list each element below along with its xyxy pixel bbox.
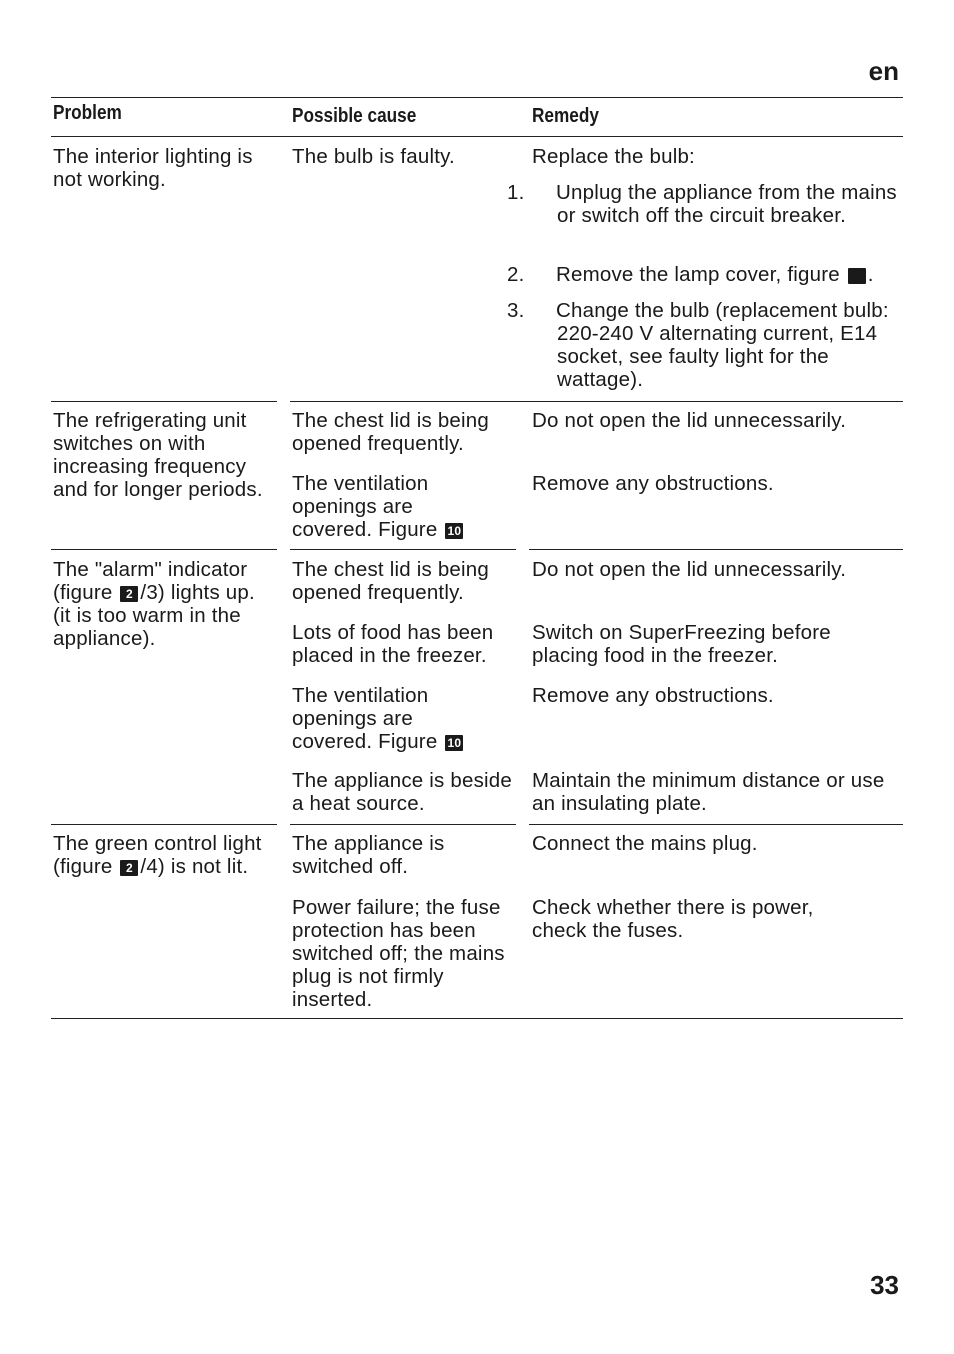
remedy-text: Remove any obstructions. bbox=[532, 684, 774, 707]
problem-text: The interior lighting is not working. bbox=[53, 145, 253, 191]
cause-text: The chest lid is being opened frequently. bbox=[292, 409, 489, 455]
remedy-text: Switch on SuperFreezing before placing food in the freezer. bbox=[532, 621, 831, 667]
cause-text bbox=[292, 684, 477, 753]
table-bottom-rule bbox=[51, 1018, 903, 1019]
row-rule-cause-remedy bbox=[290, 401, 903, 402]
table-top-rule bbox=[51, 97, 903, 98]
cause-label: The ventilation openings are covered. Figure bbox=[292, 472, 438, 541]
step-text-end: . bbox=[867, 263, 874, 286]
cause-text: The chest lid is being opened frequently. bbox=[292, 558, 489, 604]
remedy-text: Connect the mains plug. bbox=[532, 832, 758, 855]
cause-label: The ventilation openings are covered. Figure bbox=[292, 684, 438, 753]
remedy-step bbox=[507, 263, 922, 286]
row-rule-remedy bbox=[529, 549, 903, 550]
problem-label: The green control light (figure bbox=[53, 832, 262, 878]
cause-text: The appliance is switched off. bbox=[292, 832, 445, 878]
row-rule-problem bbox=[51, 401, 277, 402]
remedy-text: Do not open the lid unnecessarily. bbox=[532, 409, 847, 432]
problem-label-end: /4) is not lit. bbox=[140, 855, 249, 878]
figure-ref-icon: 10 bbox=[445, 523, 463, 539]
step-number: 3. bbox=[507, 299, 525, 322]
remedy-text: Replace the bulb: bbox=[532, 145, 695, 168]
step-text: Remove the lamp cover, figure bbox=[556, 263, 840, 286]
step-number: 2. bbox=[507, 263, 525, 286]
header-cause: Possible cause bbox=[292, 105, 417, 127]
step-number: 1. bbox=[507, 181, 525, 204]
row-rule-cause bbox=[290, 824, 516, 825]
figure-ref-icon: 2 bbox=[120, 860, 138, 876]
problem-text: The refrigerating unit switches on with increasing frequency and for longer periods. bbox=[53, 409, 263, 501]
row-rule-remedy bbox=[529, 824, 903, 825]
cause-text: The appliance is beside a heat source. bbox=[292, 769, 512, 815]
step-text: Change the bulb (replacement bulb: 220-240 V alternating current, E14 socket, see faulty light for the wattage). bbox=[556, 299, 889, 391]
problem-text bbox=[53, 832, 268, 878]
row-rule-problem bbox=[51, 824, 277, 825]
cause-text bbox=[292, 472, 477, 541]
header-remedy: Remedy bbox=[532, 105, 599, 127]
row-rule-cause bbox=[290, 549, 516, 550]
problem-label: The "alarm" indicator (figure bbox=[53, 558, 248, 604]
remedy-step bbox=[507, 299, 902, 391]
remedy-text: Remove any obstructions. bbox=[532, 472, 774, 495]
remedy-text: Check whether there is power, check the fuses. bbox=[532, 896, 814, 942]
figure-ref-icon: 8 bbox=[848, 268, 866, 284]
header-problem: Problem bbox=[53, 102, 122, 124]
page-number: 33 bbox=[870, 1270, 899, 1300]
problem-label-end: /3) lights up. (it is too warm in the appliance). bbox=[53, 581, 255, 650]
cause-text: Power failure; the fuse protection has been switched off; the mains plug is not firmly inserted. bbox=[292, 896, 505, 1011]
problem-text bbox=[53, 558, 278, 650]
figure-ref-icon: 2 bbox=[120, 586, 138, 602]
language-label: en bbox=[868, 56, 899, 86]
remedy-text: Do not open the lid unnecessarily. bbox=[532, 558, 847, 581]
cause-text: The bulb is faulty. bbox=[292, 145, 455, 168]
cause-text: Lots of food has been placed in the freezer. bbox=[292, 621, 494, 667]
step-text: Unplug the appliance from the mains or switch off the circuit breaker. bbox=[556, 181, 897, 227]
header-bottom-rule bbox=[51, 136, 903, 137]
remedy-step bbox=[507, 181, 902, 227]
figure-ref-icon: 10 bbox=[445, 735, 463, 751]
remedy-text: Maintain the minimum distance or use an insulating plate. bbox=[532, 769, 885, 815]
row-rule-problem bbox=[51, 549, 277, 550]
